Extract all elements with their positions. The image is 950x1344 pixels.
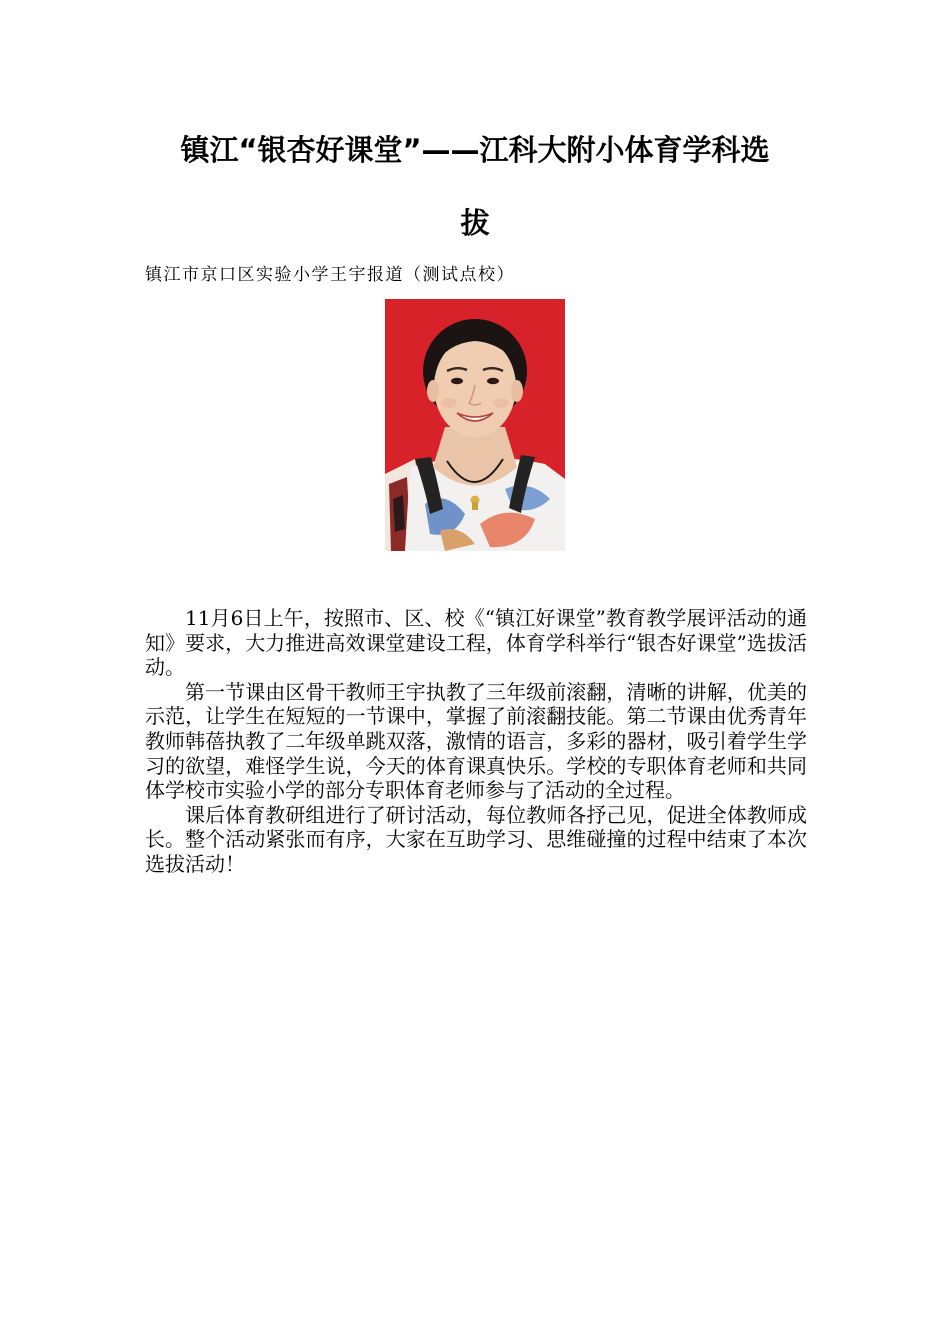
article-body bbox=[145, 606, 807, 877]
paragraph: 课后体育教研组进行了研讨活动，每位教师各抒己见，促进全体教师成长。整个活动紧张而有序，大家在互助学习、思维碰撞的过程中结束了本次选拔活动！ bbox=[145, 802, 807, 876]
portrait-photo bbox=[385, 299, 565, 551]
paragraph: 第一节课由区骨干教师王宇执教了三年级前滚翻，清晰的讲解，优美的示范，让学生在短短的一节课中，掌握了前滚翻技能。第二节课由优秀青年教师韩蓓执教了二年级单跳双落，激情的语言，多彩的器材，吸引着学生学习的欲望，难怪学生说，今天的体育课真快乐。学校的专职体育老师和共同体学校市实验小学的部分专职体育老师参与了活动的全过程。 bbox=[145, 679, 807, 803]
article-title-line-2: 拔 bbox=[460, 206, 490, 240]
portrait-illustration bbox=[385, 299, 565, 551]
paragraph: 11月6日上午，按照市、区、校《“镇江好课堂”教育教学展评活动的通知》要求，大力推进高效课堂建设工程，体育学科举行“银杏好课堂”选拔活动。 bbox=[145, 606, 807, 680]
article-title-line-1: 镇江“银杏好课堂”——江科大附小体育学科选 bbox=[180, 133, 770, 167]
article-byline: 镇江市京口区实验小学王宇报道（测试点校） bbox=[145, 265, 515, 285]
